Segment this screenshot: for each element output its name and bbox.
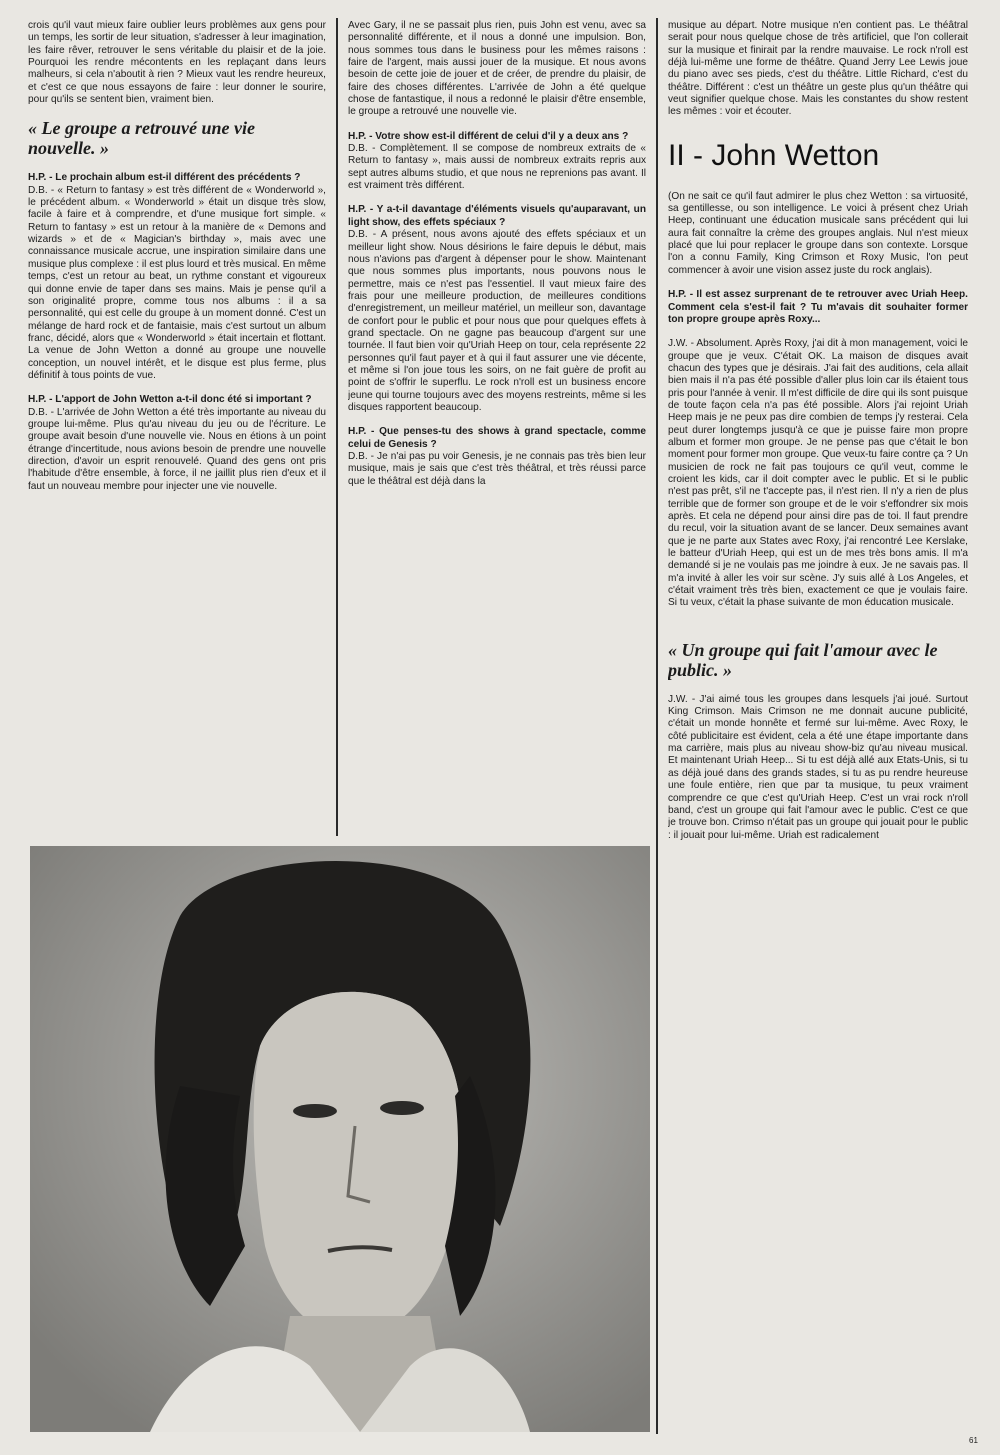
column-rule-right [656, 18, 658, 1434]
page-number: 61 [969, 1436, 978, 1445]
paragraph: musique au départ. Notre musique n'en contient pas. Le théâtral serait pour nous quelque chose de très artificiel, que l'on collerait sur la musique et finirait par la rendre mauvaise. Le rock n'roll est déjà lui-même une forme de théâtre. Quand Jerry Lee Lewis joue du piano avec ses pieds, c'est du théâtre. Little Richard, c'est du théâtre. Différent : c'est un théâtre un geste plus qu'un théâtre qui veut signifier quelque chose. Mais les constantes du show restent les mêmes : voir et écouter. [668, 20, 968, 118]
column-1 [28, 20, 326, 828]
column-3 [668, 20, 968, 1432]
interview-answer: D.B. - L'arrivée de John Wetton a été très importante au niveau du groupe lui-même. Plus qu'au niveau du jeu ou de l'écriture. Le groupe avait besoin d'une nouvelle vie. Nous en étions à un point étrange d'incertitude, nous avions besoin de prendre une nouvelle direction, d'avoir un esprit renouvelé. Quand des gens ont pris l'habitude d'être ensemble, à force, il ne jaillit plus rien d'eux et il faut un nouveau membre pour injecter une vie nouvelle. [28, 406, 326, 492]
pull-quote: « Le groupe a retrouvé une vie nouvelle. » [28, 118, 255, 159]
interview-answer: D.B. - Je n'ai pas pu voir Genesis, je ne connais pas très bien leur musique, mais je sais que c'est très théâtral, et très réussi parce que le théâtral est déjà dans la [348, 451, 646, 487]
interview-question: H.P. - Y a-t-il davantage d'éléments visuels qu'auparavant, un light show, des effets spéciaux ? [348, 204, 646, 228]
interview-question: H.P. - Le prochain album est-il différent des précédents ? [28, 172, 301, 184]
interview-question: H.P. - Il est assez surprenant de te retrouver avec Uriah Heep. Comment cela s'est-il fait ? Tu m'avais dit souhaiter former ton propre groupe après Roxy... [668, 289, 968, 325]
pull-quote: « Un groupe qui fait l'amour avec le public. » [668, 639, 938, 680]
interview-answer: D.B. - Complètement. Il se compose de nombreux extraits de « Return to fantasy », mais aussi de nombreux extraits repris aux sept autres albums studio, et que nous ne reprenions pas avant. Il est vraiment très différent. [348, 143, 646, 192]
interview-question: H.P. - Que penses-tu des shows à grand spectacle, comme celui de Genesis ? [348, 426, 646, 450]
paragraph: crois qu'il vaut mieux faire oublier leurs problèmes aux gens pour un temps, les sortir de leur situation, s'adresser à leur imagination, les faire rêver, retrouver le sens véritable du plaisir et de la joie. Pourquoi les rendre mécontents en les replaçant dans leurs malheurs, si cela n'aboutit à rien ? Mieux vaut les rendre heureux, et c'est ce que nous essayons de faire : leur donner le sourire, pour qu'ils se sentent bien, vraiment bien. [28, 20, 326, 106]
interview-answer: J.W. - J'ai aimé tous les groupes dans lesquels j'ai joué. Surtout King Crimson. Mais Crimson ne me donnait aucune publicité, c'était un monde honnête et fermé sur lui-même. Avec Roxy, le côté publicitaire est évident, cela a été une étape importante dans ma carrière, mais plus au niveau show-biz qu'au niveau musical. Et maintenant Uriah Heep... Si tu est déjà allé aux Etats-Unis, si tu as déjà joué dans des grands stades, si tu as pu rendre heureuse une foule entière, rien que par ta musique, tu peux vraiment comprendre ce que c'est qu'Uriah Heep. C'est un vrai rock n'roll band, c'est un groupe qui fait l'amour avec le public. C'est ce que je trouve bon. Crimso n'était pas un groupe qui jouait pour le public : il jouait pour lui-même. Uriah est radicalement [668, 693, 968, 841]
interview-answer: D.B. - A présent, nous avons ajouté des effets spéciaux et un meilleur light show. Nous désirions le faire depuis le début, mais nous n'avions pas d'argent à dépenser pour le show. Maintenant que nous sommes plus importants, nous pouvons nous le permettre, mais ce n'est pas l'essentiel. Il vaut mieux faire des frais pour une meilleure production, de meilleures conditions d'enregistrement, un meilleur matériel, un meilleur son, davantage de confort pour le public et pour nous que pour quelques effets à grand spectacle. On ne gagne pas beaucoup d'argent sur une tournée. Il faut bien voir qu'Uriah Heep on tour, cela représente 22 personnes qu'il faut payer et à qui il faut assurer une vie décente, et même si l'on joue tous les soirs, on ne fait guère de profit au point de s'offrir le superflu. Le rock n'roll est un business encore jeune qui tourne toujours avec des moyens restreints, même si les disques rapportent beaucoup. [348, 229, 646, 413]
portrait-illustration [30, 846, 650, 1432]
section-title: II - John Wetton [668, 138, 880, 172]
interview-question: H.P. - L'apport de John Wetton a-t-il donc été si important ? [28, 394, 312, 406]
interview-answer: J.W. - Absolument. Après Roxy, j'ai dit à mon management, voici le groupe que je veux. C'était OK. La maison de disques avait chacun des types que je désirais. J'ai fait des auditions, cela allait bien mais il n'a pas été possible d'aller plus loin car ils étaient tous pris pour l'année à venir. Il m'est difficile de dire qui ils sont puisque de toute façon cela n'a pas été possible. Alors j'ai rejoint Uriah Heep mais je ne peux pas dire combien de temps j'y resterai. Cela peut durer longtemps jusqu'à ce que je puisse faire mon propre album et former mon groupe. Je ne pense pas que c'était le bon moment pour former mon groupe. Que veux-tu faire contre ça ? Un musicien de rock ne fait pas toujours ce qu'il veut, comme le croient les kids, car il doit compter avec le public. Et si le public n'est pas prêt, s'il ne t'accepte pas, il n'est rien. Il n'y a rien de plus terrible que de former son groupe et de le voir s'effondrer six mois après. Et cela ne dépend pour ainsi dire pas de toi. Il faut prendre du recul, voir la situation avant de se lancer. Deux semaines avant que je ne parte aux States avec Roxy, j'ai rencontré Lee Kerslake, le batteur d'Uriah Heep, qui est un de mes très bons amis. Il m'a demandé si je ne voulais pas me joindre à eux. Je ne savais pas. Il m'a invité à aller les voir sur scène. J'y suis allé à Los Angeles, et c'était vraiment très très bien, exactement ce que je voulais faire. Si tu veux, c'était la phase suivante de mon éducation musicale. [668, 338, 968, 609]
interview-question: H.P. - Votre show est-il différent de celui d'il y a deux ans ? [348, 130, 629, 142]
intro-paragraph: (On ne sait ce qu'il faut admirer le plus chez Wetton : sa virtuosité, sa gentillesse, ou son intelligence. Le voici à présent chez Uriah Heep, continuant une éducation musicale sans précédent qui lui aura fait connaître la crème des groupes anglais. Nul n'est mieux placé que lui pour replacer le groupe dans son contexte. Lorsque l'on a connu Family, King Crimson et Roxy Music, l'on peut commencer à avoir une vision assez juste du rock anglais). [668, 190, 968, 276]
interview-answer: D.B. - « Return to fantasy » est très différent de « Wonderworld », le précédent album. « Wonderworld » était un disque très slow, facile à faire et à comprendre, et d'une musique fort simple. « Return to fantasy » est un retour à la manière de « Demons and wizards » et de « Magician's birthday », mais avec une connaissance musicale accrue, une inspiration similaire dans une musique plus complexe : il est plus lourd et très musical. En même temps, c'est un retour au beat, un rythme constant et vigoureux qui donne envie de taper dans ses mains. Mais je pense qu'il a son originalité propre, comme tous nos albums : il a sa personnalité, qui est celle du groupe à un moment donné. C'est un mélange de hard rock et de fantaisie, mais c'est surtout un album franc, décidé, alors que « Wonderworld » était incertain et flottant. La venue de John Wetton a donné au groupe une nouvelle conception, un nouvel intérêt, et le disque est plus ferme, plus définitif à tous points de vue. [28, 184, 326, 381]
column-2 [348, 20, 646, 828]
column-rule-left [336, 18, 338, 836]
portrait-photo [30, 846, 650, 1432]
paragraph: Avec Gary, il ne se passait plus rien, puis John est venu, avec sa personnalité différente, et il nous a donné une impulsion. Bon, nous sommes tous dans le business pour les mêmes raisons : faire de l'argent, mais aussi jouer de la musique. Et nous avons besoin de cette joie de jouer et de créer, de prendre du plaisir, de faire des choses différentes. L'arrivée de John a été quelque chose de fantastique, il nous a redonné le plaisir d'être ensemble, le groupe a retrouvé une nouvelle vie. [348, 20, 646, 118]
